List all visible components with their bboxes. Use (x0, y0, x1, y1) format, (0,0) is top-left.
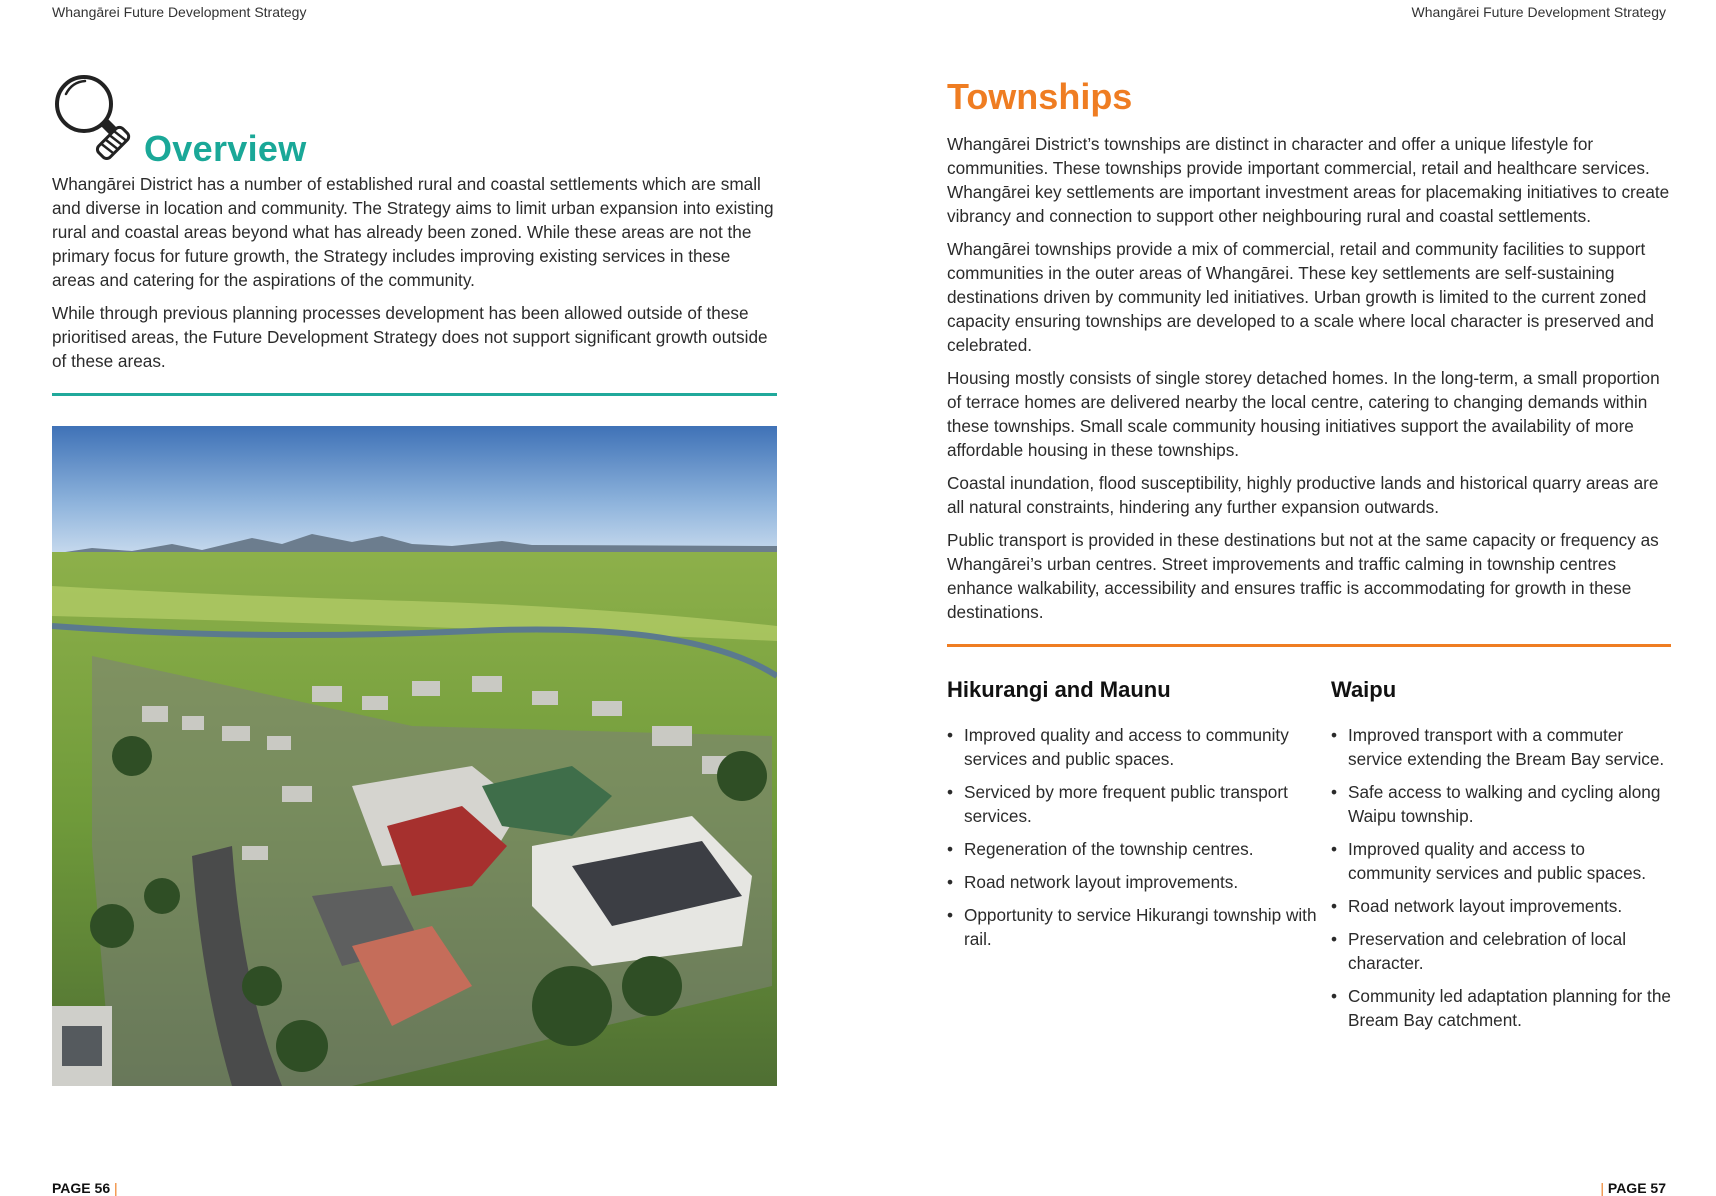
list-item: • Opportunity to service Hikurangi township with rail. (947, 903, 1331, 951)
overview-paragraph: Whangārei District has a number of established rural and coastal settlements which are small and diverse in location and community. The Strategy aims to limit urban expansion into existing rural and coastal areas beyond what has already been zoned. While these areas are not the primary focus for future growth, the Strategy includes improving existing services in these areas and catering for the aspirations of the community. (52, 174, 774, 290)
list-item: • Improved quality and access to community services and public spaces. (947, 723, 1331, 771)
townships-paragraph: Public transport is provided in these destinations but not at the same capacity or frequency as Whangārei’s urban centres. Street improvements and traffic calming in township centres enhance walkability, accessibility and ensures traffic is accommodating for growth in these destinations. (947, 530, 1659, 622)
waipu-list (1331, 723, 1671, 1032)
waipu-heading: Waipu (1331, 677, 1397, 702)
hikurangi-heading: Hikurangi and Maunu (947, 677, 1171, 702)
list-item: • Road network layout improvements. (947, 870, 1331, 894)
list-item: • Road network layout improvements. (1331, 894, 1671, 918)
list-item: • Improved quality and access to community services and public spaces. (1331, 837, 1671, 885)
overview-paragraph: While through previous planning processes development has been allowed outside of these prioritised areas, the Future Development Strategy does not support significant growth outside of these areas. (52, 303, 768, 371)
list-item: • Preservation and celebration of local character. (1331, 927, 1671, 975)
townships-paragraph: Housing mostly consists of single storey detached homes. In the long-term, a small proportion of terrace homes are delivered nearby the local centre, catering to changing demands within these townships. Small scale community housing initiatives support the availability of more affordable housing in these townships. (947, 368, 1660, 460)
aerial-township-photo (52, 426, 777, 1086)
page-separator: | (114, 1180, 118, 1196)
townships-paragraph: Coastal inundation, flood susceptibility, highly productive lands and historical quarry areas are all natural constraints, hindering any further expansion outwards. (947, 473, 1659, 517)
magnifying-glass-icon (52, 72, 132, 164)
running-header-right: Whangārei Future Development Strategy (1411, 4, 1666, 20)
list-item: • Community led adaptation planning for the Bream Bay catchment. (1331, 984, 1671, 1032)
teal-divider (52, 393, 777, 396)
townships-paragraph: Whangārei townships provide a mix of commercial, retail and community facilities to support communities in the outer areas of Whangārei. These key settlements are self-sustaining destinations driven by community led initiatives. Urban growth is limited to the current zoned capacity ensuring townships are developed to a scale where local character is preserved and celebrated. (947, 239, 1654, 355)
overview-heading-block (52, 66, 777, 172)
list-item: • Improved transport with a commuter service extending the Bream Bay service. (1331, 723, 1671, 771)
waipu-column (1331, 677, 1671, 1041)
list-item: • Regeneration of the township centres. (947, 837, 1331, 861)
overview-title: Overview (144, 128, 307, 169)
hikurangi-column (947, 677, 1331, 1041)
page-number-text: PAGE 56 (52, 1180, 111, 1196)
list-item: • Safe access to walking and cycling along Waipu township. (1331, 780, 1671, 828)
townships-title: Townships (947, 76, 1133, 117)
townships-paragraph: Whangārei District’s townships are distinct in character and offer a unique lifestyle for communities. These townships provide important commercial, retail and healthcare services. Whangārei key settlements are important investment areas for placemaking initiatives to create vibrancy and connection to support other neighbouring rural and coastal settlements. (947, 134, 1670, 226)
list-item: • Serviced by more frequent public transport services. (947, 780, 1331, 828)
hikurangi-list (947, 723, 1331, 951)
page-number-text: PAGE 57 (1607, 1180, 1666, 1196)
left-page (52, 66, 777, 1086)
township-columns (947, 677, 1671, 1041)
orange-divider (947, 644, 1671, 647)
running-header-left: Whangārei Future Development Strategy (52, 4, 307, 20)
page-separator: | (1600, 1180, 1604, 1196)
right-page (947, 70, 1671, 1041)
